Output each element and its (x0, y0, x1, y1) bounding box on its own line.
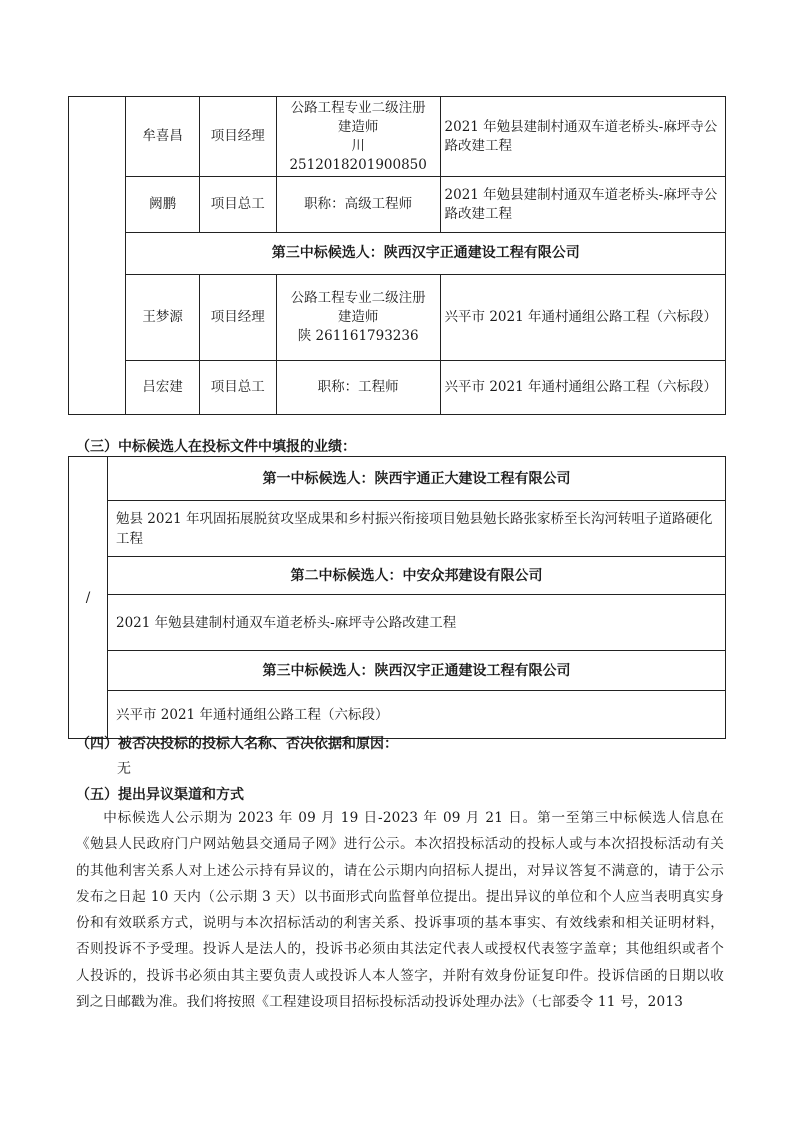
section-3-heading: （三）中标候选人在投标文件中填报的业绩： (76, 439, 356, 455)
candidate-header: 第三中标候选人：陕西汉宇正通建设工程有限公司 (108, 651, 726, 691)
person-name: 吕宏建 (126, 361, 199, 415)
person-project: 兴平市 2021 年通村通组公路工程（六标段） (440, 275, 725, 361)
table-row (69, 233, 726, 275)
table-row (69, 361, 726, 415)
merged-blank-cell (69, 97, 126, 415)
person-name: 阙鹏 (126, 177, 199, 233)
table-row (69, 691, 726, 739)
person-qualification: 职称：高级工程师 (276, 177, 440, 233)
performance-table (68, 456, 726, 739)
section-5-paragraph: 中标候选人公示期为 2023 年 09 月 19 日-2023 年 09 月 21 日。第一至第三中标候选人信息在《勉县人民政府门户网站勉县交通局子网》进行公示。本次招投标活动的投标人或与本次招投标活动有关的其他利害关系人对上述公示持有异议的，请在公示期内向招标人提出，对异议答复不满意的，请于公示发布之日起 10 天内（公示期 3 天）以书面形式向监督单位提出。提出异议的单位和个人应当表明真实身份和有效联系方式，说明与本次招标活动的利害关系、投诉事项的基本事实、有效线索和相关证明材料，否则投诉不予受理。投诉人是法人的，投诉书必须由其法定代表人或授权代表签字盖章；其他组织或者个人投诉的，投诉书必须由其主要负责人或投诉人本人签字，并附有效身份证复印件。投诉信函的日期以收到之日邮戳为准。我们将按照《工程建设项目招标投标活动投诉处理办法》（七部委令 11 号，2013 (76, 810, 724, 1011)
section-4-content: 无 (117, 761, 131, 777)
person-project: 兴平市 2021 年通村通组公路工程（六标段） (440, 361, 725, 415)
person-qualification: 职称：工程师 (276, 361, 440, 415)
section-5-heading: （五）提出异议渠道和方式 (76, 787, 244, 803)
table-row (69, 275, 726, 361)
table-row (69, 177, 726, 233)
candidate-performance: 勉县 2021 年巩固拓展脱贫攻坚成果和乡村振兴衔接项目勉县勉长路张家桥至长沟河转咀子道路硬化工程 (108, 501, 726, 557)
table-row (69, 595, 726, 651)
person-project: 2021 年勉县建制村通双车道老桥头-麻坪寺公路改建工程 (440, 177, 725, 233)
person-qualification: 公路工程专业二级注册 建造师 川 2512018201900850 (276, 97, 440, 177)
section-4-heading: （四）被否决投标的投标人名称、否决依据和原因： (76, 736, 398, 752)
third-candidate-header: 第三中标候选人：陕西汉宇正通建设工程有限公司 (126, 233, 726, 275)
slash-cell: / (69, 457, 108, 739)
person-name: 牟喜昌 (126, 97, 199, 177)
person-role: 项目总工 (199, 177, 276, 233)
person-role: 项目经理 (199, 97, 276, 177)
person-name: 王梦源 (126, 275, 199, 361)
table-row (69, 557, 726, 595)
candidate-header: 第一中标候选人：陕西宇通正大建设工程有限公司 (108, 457, 726, 501)
person-role: 项目经理 (199, 275, 276, 361)
person-qualification: 公路工程专业二级注册 建造师 陕 261161793236 (276, 275, 440, 361)
table-row (69, 97, 726, 177)
candidate-header: 第二中标候选人：中安众邦建设有限公司 (108, 557, 726, 595)
table-row (69, 457, 726, 501)
candidate-performance: 兴平市 2021 年通村通组公路工程（六标段） (108, 691, 726, 739)
person-role: 项目总工 (199, 361, 276, 415)
personnel-table (68, 96, 726, 415)
table-row (69, 651, 726, 691)
person-project: 2021 年勉县建制村通双车道老桥头-麻坪寺公路改建工程 (440, 97, 725, 177)
candidate-performance: 2021 年勉县建制村通双车道老桥头-麻坪寺公路改建工程 (108, 595, 726, 651)
table-row (69, 501, 726, 557)
